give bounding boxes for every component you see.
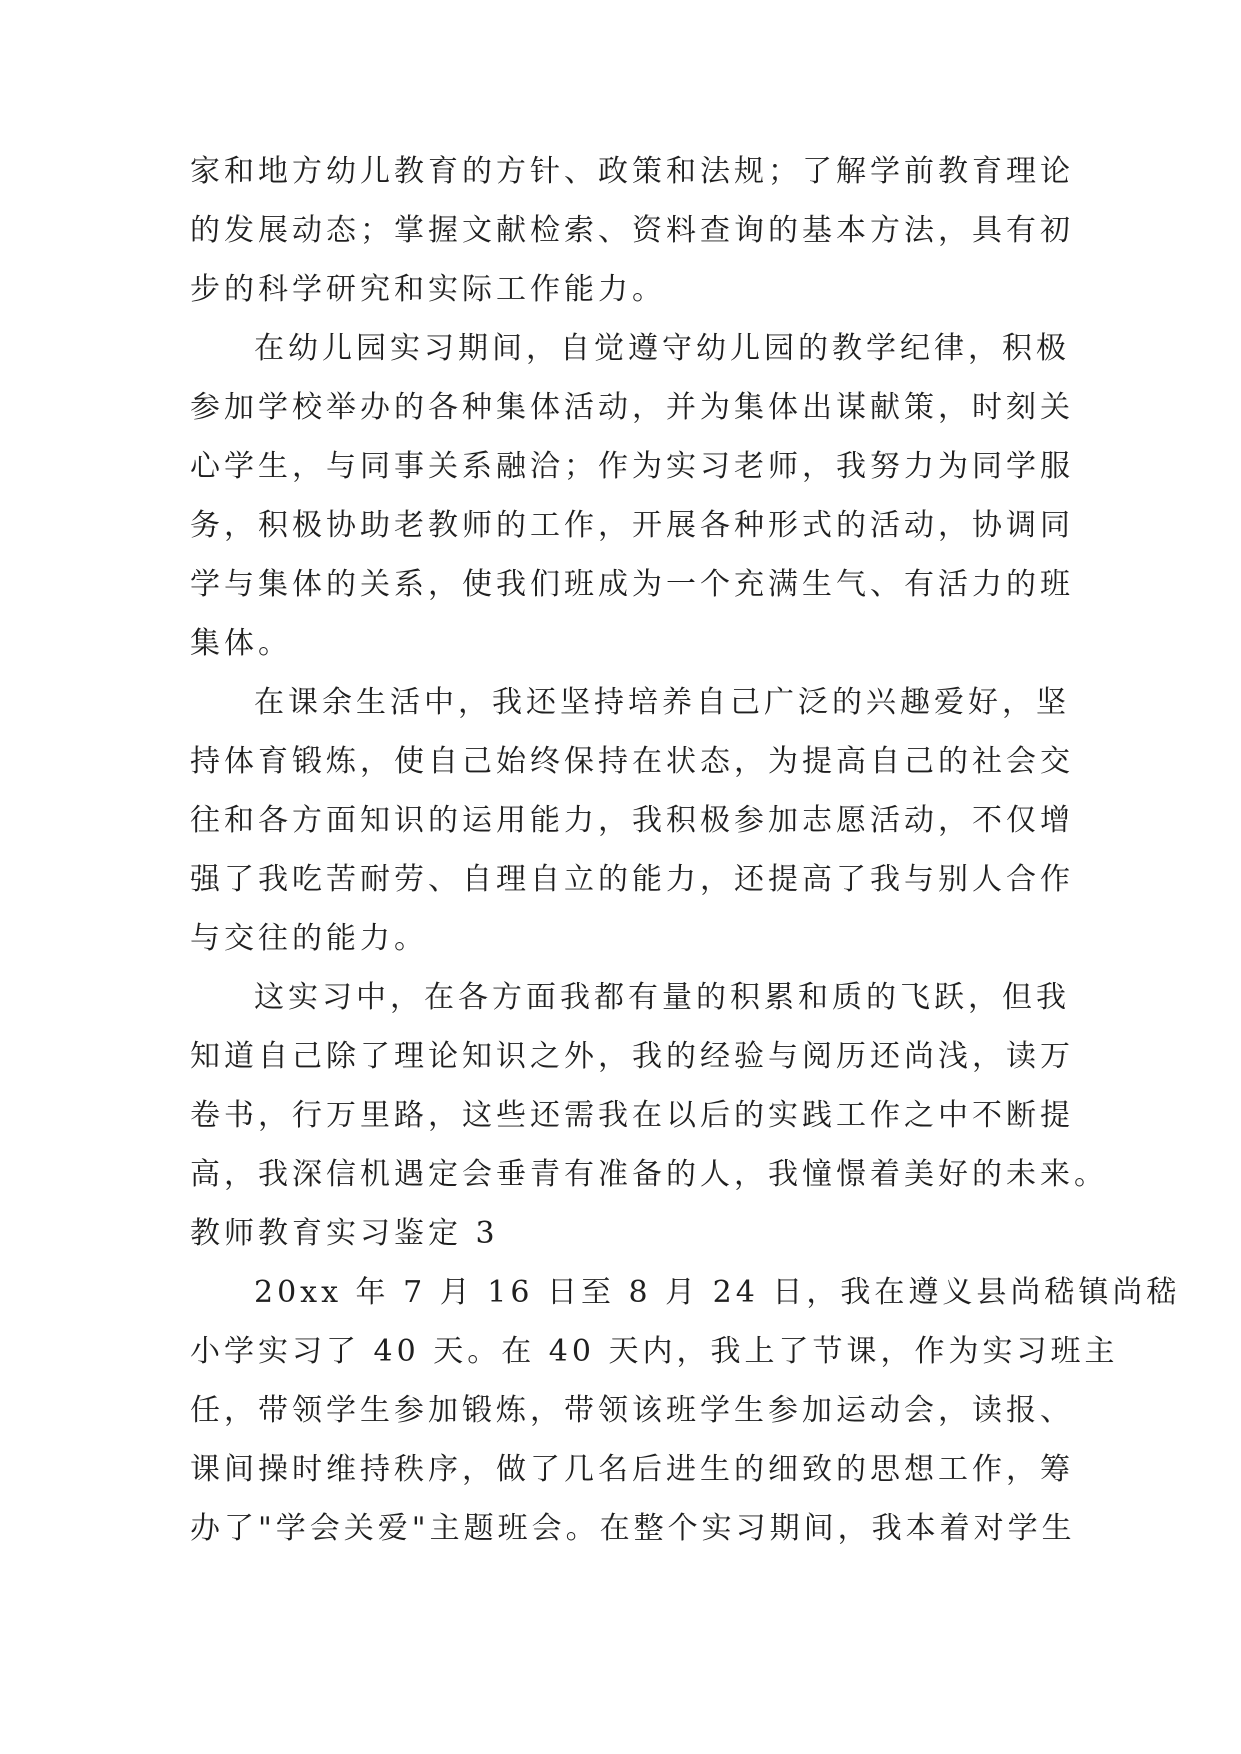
text-line: 务，积极协助老教师的工作，开展各种形式的活动，协调同	[190, 508, 1074, 543]
text-line: 小学实习了 40 天。在 40 天内，我上了节课，作为实习班主	[190, 1334, 1119, 1369]
paragraph-start-line: 20xx 年 7 月 16 日至 8 月 24 日，我在遵义县尚嵇镇尚嵇	[254, 1275, 1181, 1310]
paragraph-start-line: 这实习中，在各方面我都有量的积累和质的飞跃，但我	[254, 980, 1070, 1015]
text-line: 课间操时维持秩序，做了几名后进生的细致的思想工作，筹	[190, 1452, 1074, 1487]
text-line: 集体。	[190, 626, 292, 661]
text-line: 高，我深信机遇定会垂青有准备的人，我憧憬着美好的未来。	[190, 1157, 1108, 1192]
text-line: 持体育锻炼，使自己始终保持在状态，为提高自己的社会交	[190, 744, 1074, 779]
text-line: 心学生，与同事关系融洽；作为实习老师，我努力为同学服	[190, 449, 1074, 484]
text-line: 强了我吃苦耐劳、自理自立的能力，还提高了我与别人合作	[190, 862, 1074, 897]
text-line: 任，带领学生参加锻炼，带领该班学生参加运动会，读报、	[190, 1393, 1074, 1428]
section-heading: 教师教育实习鉴定 3	[190, 1216, 499, 1251]
text-line: 步的科学研究和实际工作能力。	[190, 272, 666, 307]
text-line: 知道自己除了理论知识之外，我的经验与阅历还尚浅，读万	[190, 1039, 1074, 1074]
text-line: 与交往的能力。	[190, 921, 428, 956]
paragraph-start-line: 在课余生活中，我还坚持培养自己广泛的兴趣爱好，坚	[254, 685, 1070, 720]
text-line: 参加学校举办的各种集体活动，并为集体出谋献策，时刻关	[190, 390, 1074, 425]
text-line: 家和地方幼儿教育的方针、政策和法规；了解学前教育理论	[190, 154, 1074, 189]
text-line: 卷书，行万里路，这些还需我在以后的实践工作之中不断提	[190, 1098, 1074, 1133]
text-line: 的发展动态；掌握文献检索、资料查询的基本方法，具有初	[190, 213, 1074, 248]
paragraph-start-line: 在幼儿园实习期间，自觉遵守幼儿园的教学纪律，积极	[254, 331, 1070, 366]
text-line: 学与集体的关系，使我们班成为一个充满生气、有活力的班	[190, 567, 1074, 602]
text-line: 办了"学会关爱"主题班会。在整个实习期间，我本着对学生	[190, 1511, 1076, 1546]
text-line: 往和各方面知识的运用能力，我积极参加志愿活动，不仅增	[190, 803, 1074, 838]
